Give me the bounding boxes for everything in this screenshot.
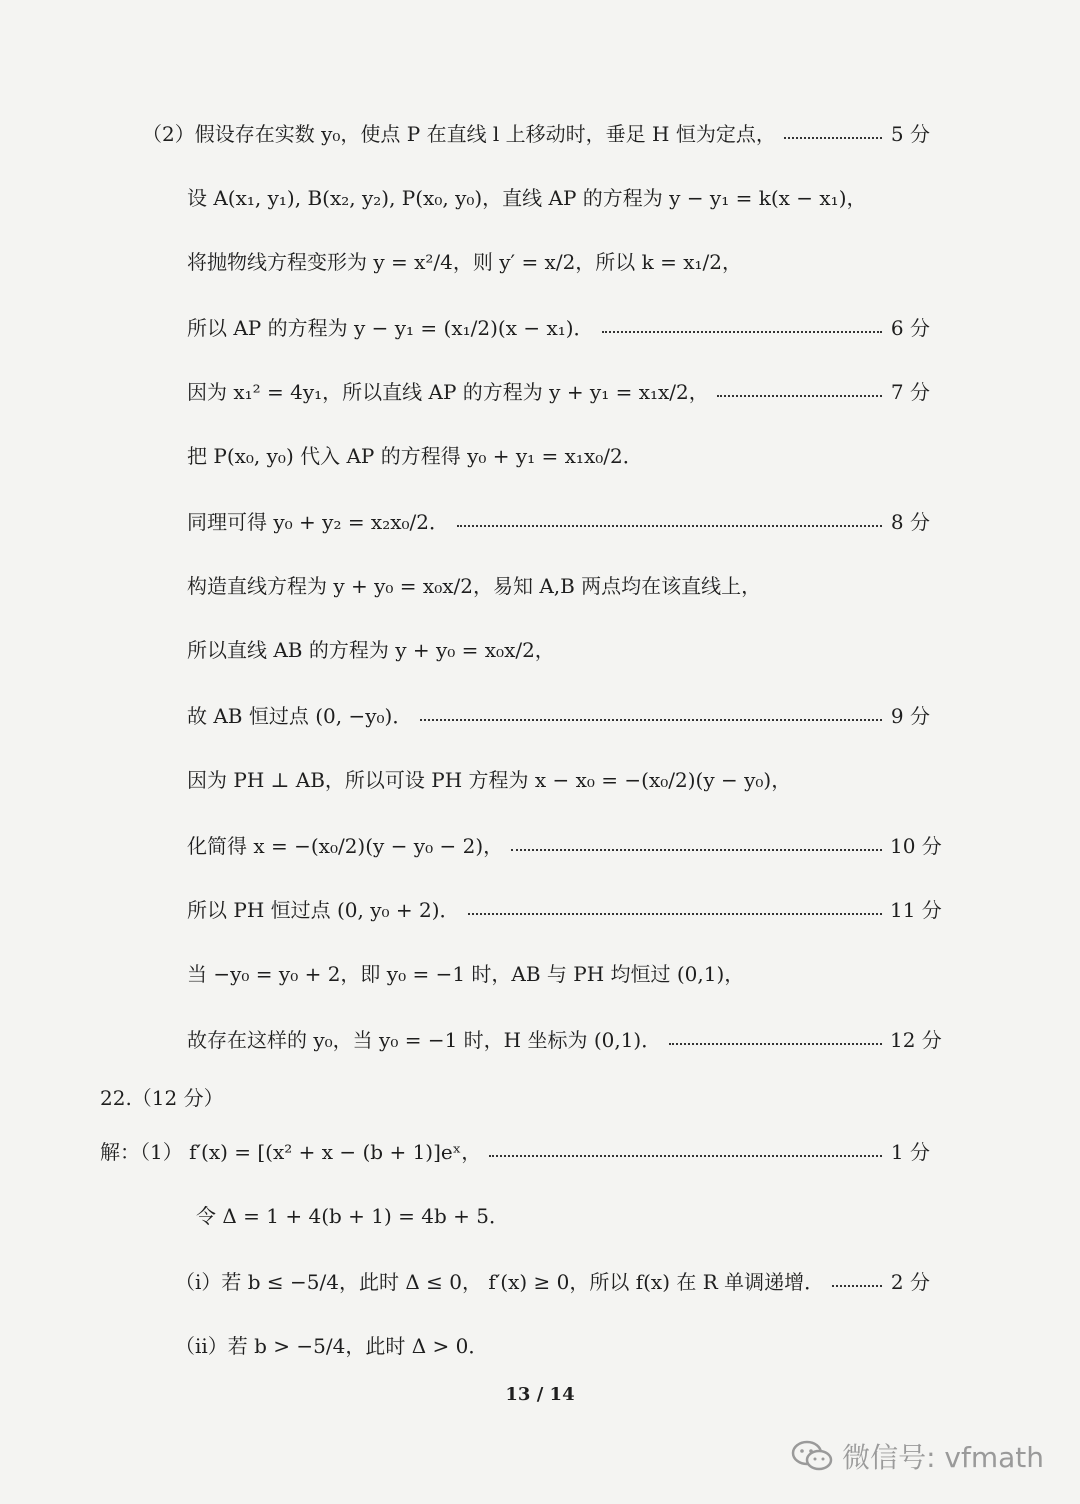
solution-line: （2）假设存在实数 y₀，使点 P 在直线 l 上移动时，垂足 H 恒为定点， 5 分	[142, 122, 930, 146]
solution-line: 令 Δ = 1 + 4(b + 1) = 4b + 5．	[196, 1204, 509, 1228]
solution-line: 所以 AP 的方程为 y − y₁ = (x₁/2)(x − x₁)． 6 分	[187, 316, 930, 340]
score-mark: 8 分	[890, 510, 930, 534]
dotted-leader	[602, 331, 882, 333]
solution-line: 故存在这样的 y₀，当 y₀ = −1 时，H 坐标为 (0,1)． 12 分	[187, 1028, 942, 1052]
solution-line: 化简得 x = −(x₀/2)(y − y₀ − 2)， 10 分	[187, 834, 942, 858]
question-heading: 22.（12 分）	[100, 1086, 224, 1110]
dotted-leader	[669, 1043, 882, 1045]
solution-line: 故 AB 恒过点 (0, −y₀)． 9 分	[187, 704, 930, 728]
solution-line: 解：（1） f′(x) = [(x² + x − (b + 1)]eˣ， 1 分	[100, 1140, 930, 1164]
score-mark: 1 分	[890, 1140, 930, 1164]
score-mark: 6 分	[890, 316, 930, 340]
solution-line: （ii）若 b > −5/4，此时 Δ > 0．	[175, 1334, 489, 1358]
solution-line: 当 −y₀ = y₀ + 2，即 y₀ = −1 时，AB 与 PH 均恒过 (0,1)，	[187, 962, 745, 986]
score-mark: 12 分	[890, 1028, 942, 1052]
score-mark: 9 分	[890, 704, 930, 728]
dotted-leader	[511, 849, 882, 851]
solution-line: 所以 PH 恒过点 (0, y₀ + 2)． 11 分	[187, 898, 942, 922]
watermark	[790, 1436, 1044, 1476]
solution-line: 将抛物线方程变形为 y = x²/4，则 y′ = x/2，所以 k = x₁/2，	[187, 250, 743, 274]
solution-line: 因为 PH ⊥ AB，所以可设 PH 方程为 x − x₀ = −(x₀/2)(y − y₀)，	[187, 768, 792, 792]
score-mark: 7 分	[890, 380, 930, 404]
score-mark: 11 分	[890, 898, 942, 922]
page-number: 13 / 14	[505, 1384, 575, 1405]
dotted-leader	[717, 395, 882, 397]
solution-line: 设 A(x₁, y₁), B(x₂, y₂), P(x₀, y₀)，直线 AP 的方程为 y − y₁ = k(x − x₁)，	[187, 186, 867, 210]
dotted-leader	[468, 913, 882, 915]
dotted-leader	[420, 719, 882, 721]
score-mark: 10 分	[890, 834, 942, 858]
wechat-icon	[790, 1439, 834, 1473]
dotted-leader	[457, 525, 882, 527]
solution-line: 把 P(x₀, y₀) 代入 AP 的方程得 y₀ + y₁ = x₁x₀/2．	[187, 444, 643, 468]
dotted-leader	[832, 1285, 882, 1287]
solution-line: 因为 x₁² = 4y₁，所以直线 AP 的方程为 y + y₁ = x₁x/2， 7 分	[187, 380, 930, 404]
score-mark: 2 分	[890, 1270, 930, 1294]
solution-line: 构造直线方程为 y + y₀ = x₀x/2，易知 A,B 两点均在该直线上，	[187, 574, 762, 598]
solution-line: （i）若 b ≤ −5/4，此时 Δ ≤ 0， f′(x) ≥ 0，所以 f(x) 在 R 单调递增． 2 分	[175, 1270, 930, 1294]
score-mark: 5 分	[890, 122, 930, 146]
watermark-text: 微信号: vfmath	[842, 1441, 1044, 1474]
solution-line: 所以直线 AB 的方程为 y + y₀ = x₀x/2，	[187, 638, 555, 662]
solution-line: 同理可得 y₀ + y₂ = x₂x₀/2． 8 分	[187, 510, 930, 534]
dotted-leader	[784, 137, 882, 139]
dotted-leader	[489, 1155, 882, 1157]
